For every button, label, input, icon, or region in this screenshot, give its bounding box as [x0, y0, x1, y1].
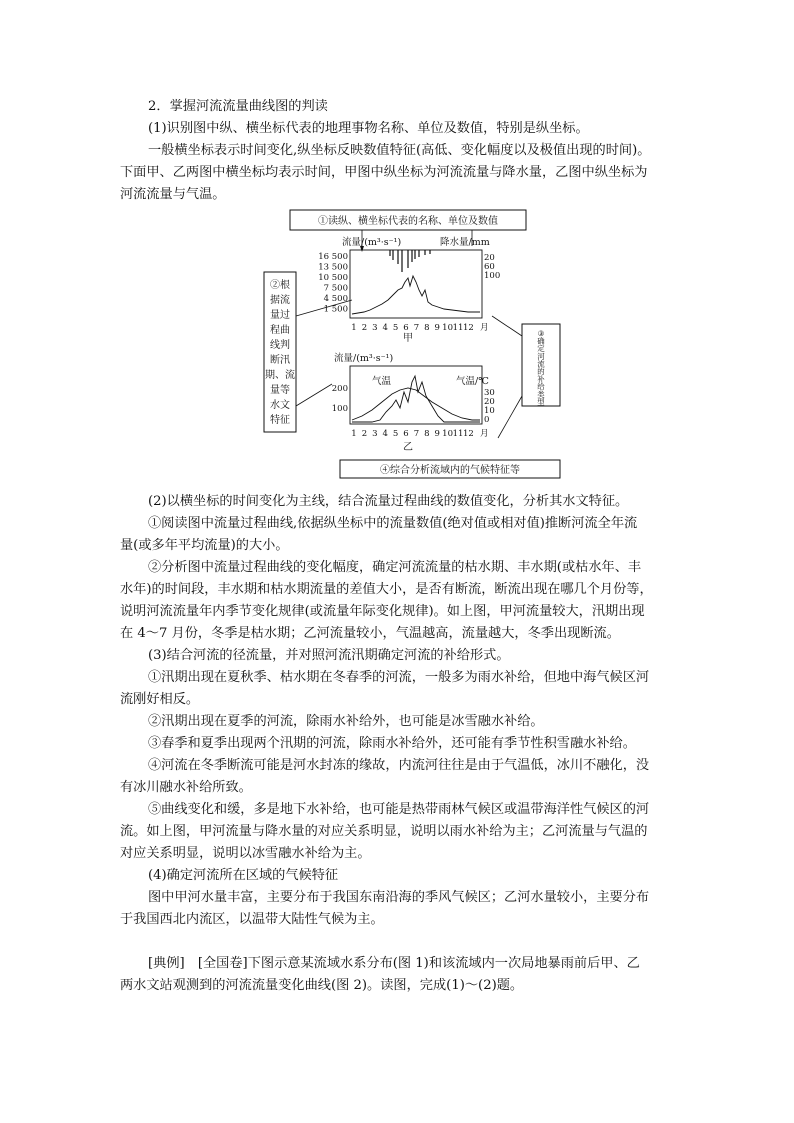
yi-ytick-left: 100	[331, 404, 348, 414]
jia-xtick: 4	[382, 323, 388, 333]
jia-xtick: 5	[392, 323, 399, 333]
annotation-right-char: 类	[537, 389, 545, 399]
annotation-right-char: 型	[537, 397, 545, 407]
annotation-right-char: ③	[537, 329, 545, 338]
annotation-right-char: 定	[537, 344, 545, 354]
paragraph-line: 于我国西北内流区，以温带大陆性气候为主。	[120, 912, 384, 927]
yi-xtick: 1	[351, 429, 357, 439]
paragraph-line: 图中甲河水量丰富，主要分布于我国东南沿海的季风气候区；乙河水量较小，主要分布	[148, 890, 650, 905]
annotation-right-text	[537, 329, 545, 406]
paragraph-line: 一般横坐标表示时间变化,纵坐标反映数值特征(高低、变化幅度以及极值出现的时间)。	[148, 143, 651, 158]
paragraph-line: ④河流在冬季断流可能是河水封冻的缘故，内流河往往是由于气温低，冰川不融化，没	[148, 758, 650, 773]
yi-ytick-left: 200	[331, 384, 348, 394]
yi-ytick-right: 20	[484, 397, 495, 407]
jia-precip-bars	[390, 250, 430, 272]
annotation-right-char: 给	[537, 382, 545, 392]
jia-ytick-left: 4 500	[323, 294, 348, 304]
jia-xtick: 10	[442, 323, 454, 333]
yi-plot-frame	[350, 366, 482, 424]
section-title: 2．掌握河流流量曲线图的判读	[148, 99, 328, 114]
jia-xtick: 9	[434, 323, 440, 333]
jia-chart-name: 甲	[403, 333, 413, 344]
annotation-bottom-text: ④综合分析流域内的气候特征等	[380, 465, 520, 476]
yi-xtick: 10	[442, 429, 454, 439]
jia-xtick: 7	[413, 323, 420, 333]
paragraph-line: 有冰川融水补给所致。	[120, 780, 252, 795]
yi-xtick: 6	[403, 429, 409, 439]
jia-ytick-right: 100	[484, 271, 501, 281]
annotation-right-char: 流	[537, 359, 545, 369]
annotation-top-text: ①读纵、横坐标代表的名称、单位及数值	[318, 216, 498, 227]
paragraph-line: 河流流量与气温。	[120, 187, 226, 202]
jia-ytick-left: 1 500	[323, 304, 348, 315]
paragraph-line: 水年)的时间段，丰水期和枯水期流量的差值大小，是否有断流，断流出现在哪几个月份等，	[120, 582, 653, 597]
annotation-left-line: 据流	[270, 295, 290, 306]
paragraph-line: (1)识别图中纵、横坐标代表的地理事物名称、单位及数值，特别是纵坐标。	[148, 121, 589, 136]
hydrograph-figure	[262, 206, 564, 482]
yi-xtick: 5	[392, 429, 399, 439]
paragraph-line: 流刚好相反。	[120, 692, 200, 707]
yi-xtick: 3	[372, 429, 378, 439]
paragraph-line: 下面甲、乙两图中横坐标均表示时间，甲图中纵坐标为河流流量与降水量，乙图中纵坐标为	[120, 165, 648, 180]
paragraph-line: ①阅读图中流量过程曲线,依据纵坐标中的流量数值(绝对值或相对值)推断河流全年流	[148, 516, 638, 531]
jia-xtick: 11	[452, 323, 464, 333]
annotation-right-char: 确	[537, 336, 545, 346]
jia-xtick: 8	[424, 323, 430, 333]
jia-xtick: 12	[462, 323, 474, 333]
paragraph-line: 说明河流流量年内季节变化规律(或流量年际变化规律)。如上图，甲河流量较大，汛期出现	[120, 604, 645, 619]
jia-ytick-left: 10 500	[318, 273, 348, 283]
jia-xtick: 1	[351, 323, 357, 333]
yi-xtick: 4	[382, 429, 388, 439]
annotation-left-line: 线判	[270, 340, 290, 351]
paragraph-line: ⑤曲线变化和缓，多是地下水补给，也可能是热带雨林气候区或温带海洋性气候区的河	[148, 802, 650, 817]
annotation-right-char: 补	[537, 374, 545, 384]
jia-xtick: 3	[372, 323, 378, 333]
paragraph-line: ②分析图中流量过程曲线的变化幅度，确定河流流量的枯水期、丰水期(或枯水年、丰	[148, 560, 642, 575]
jia-xtick: 2	[361, 323, 368, 333]
jia-ytick-left: 13 500	[318, 262, 348, 273]
annotation-left-line: 量过	[270, 310, 290, 321]
yi-xtick: 2	[361, 429, 368, 439]
annotation-left-line: 断汛	[270, 355, 290, 366]
paragraph-line: (2)以横坐标的时间变化为主线，结合流量过程曲线的数值变化，分析其水文特征。	[148, 494, 629, 509]
yi-chart-name: 乙	[403, 442, 413, 453]
jia-flow-curve	[352, 276, 480, 314]
jia-ytick-left: 7 500	[323, 283, 348, 294]
yi-xtick: 8	[424, 429, 430, 439]
yi-ylabel-right: 气温/℃	[456, 376, 489, 387]
yi-temp-label: 气温	[372, 376, 392, 387]
paragraph-line: 对应关系明显，说明以冰雪融水补给为主。	[120, 846, 371, 861]
yi-ylabel-left: 流量/(m³·s⁻¹)	[334, 353, 394, 364]
yi-xtick: 7	[413, 429, 420, 439]
jia-x-unit: 月	[480, 323, 489, 333]
yi-ytick-right: 30	[484, 388, 495, 398]
yi-temp-curve	[352, 388, 480, 420]
yi-x-unit: 月	[480, 429, 489, 439]
annotation-left-line: 量等	[270, 385, 290, 396]
annotation-left-line: 水文	[270, 400, 290, 411]
annotation-left-line: 期、流	[265, 370, 295, 381]
paragraph-line: (3)结合河流的径流量，并对照河流汛期确定河流的补给形式。	[148, 648, 510, 663]
annotation-right-char: 的	[537, 367, 545, 376]
jia-ytick-right: 20	[484, 253, 495, 263]
paragraph-line: ①汛期出现在夏秋季、枯水期在冬春季的河流，一般多为雨水补给，但地中海气候区河	[148, 670, 650, 685]
annotation-left-line: 特征	[270, 415, 290, 426]
jia-ylabel-right: 降水量/mm	[440, 237, 490, 248]
yi-xtick: 11	[452, 429, 464, 439]
annotation-left-line: ②根	[270, 280, 290, 291]
paragraph-line: 流。如上图，甲河流量与降水量的对应关系明显，说明以雨水补给为主；乙河流量与气温的	[120, 824, 648, 839]
jia-plot-frame	[350, 250, 482, 318]
annotation-right-char: 河	[537, 351, 545, 361]
yi-xtick: 12	[462, 429, 474, 439]
jia-ytick-right: 60	[484, 262, 495, 272]
example-line: [典例] [全国卷]下图示意某流域水系分布(图 1)和该流域内一次局地暴雨前后甲、乙	[148, 956, 640, 971]
yi-ytick-right: 0	[484, 415, 490, 425]
jia-ylabel-left: 流量/(m³·s⁻¹)	[342, 237, 402, 248]
paragraph-line: ②汛期出现在夏季的河流，除雨水补给外，也可能是冰雪融水补给。	[148, 714, 544, 729]
jia-ytick-left: 16 500	[318, 252, 348, 262]
yi-ytick-right: 10	[484, 406, 495, 416]
example-line: 两水文站观测到的河流流量变化曲线(图 2)。读图，完成(1)～(2)题。	[120, 978, 524, 993]
paragraph-line: (4)确定河流所在区域的气候特征	[148, 868, 339, 883]
jia-xtick: 6	[403, 323, 409, 333]
paragraph-line: 在 4～7 月份，冬季是枯水期；乙河流量较小，气温越高，流量越大，冬季出现断流。	[120, 626, 620, 641]
paragraph-line: 量(或多年平均流量)的大小。	[120, 538, 289, 553]
paragraph-line: ③春季和夏季出现两个汛期的河流，除雨水补给外，还可能有季节性积雪融水补给。	[148, 736, 636, 751]
yi-xtick: 9	[434, 429, 440, 439]
annotation-left-line: 程曲	[270, 325, 290, 336]
